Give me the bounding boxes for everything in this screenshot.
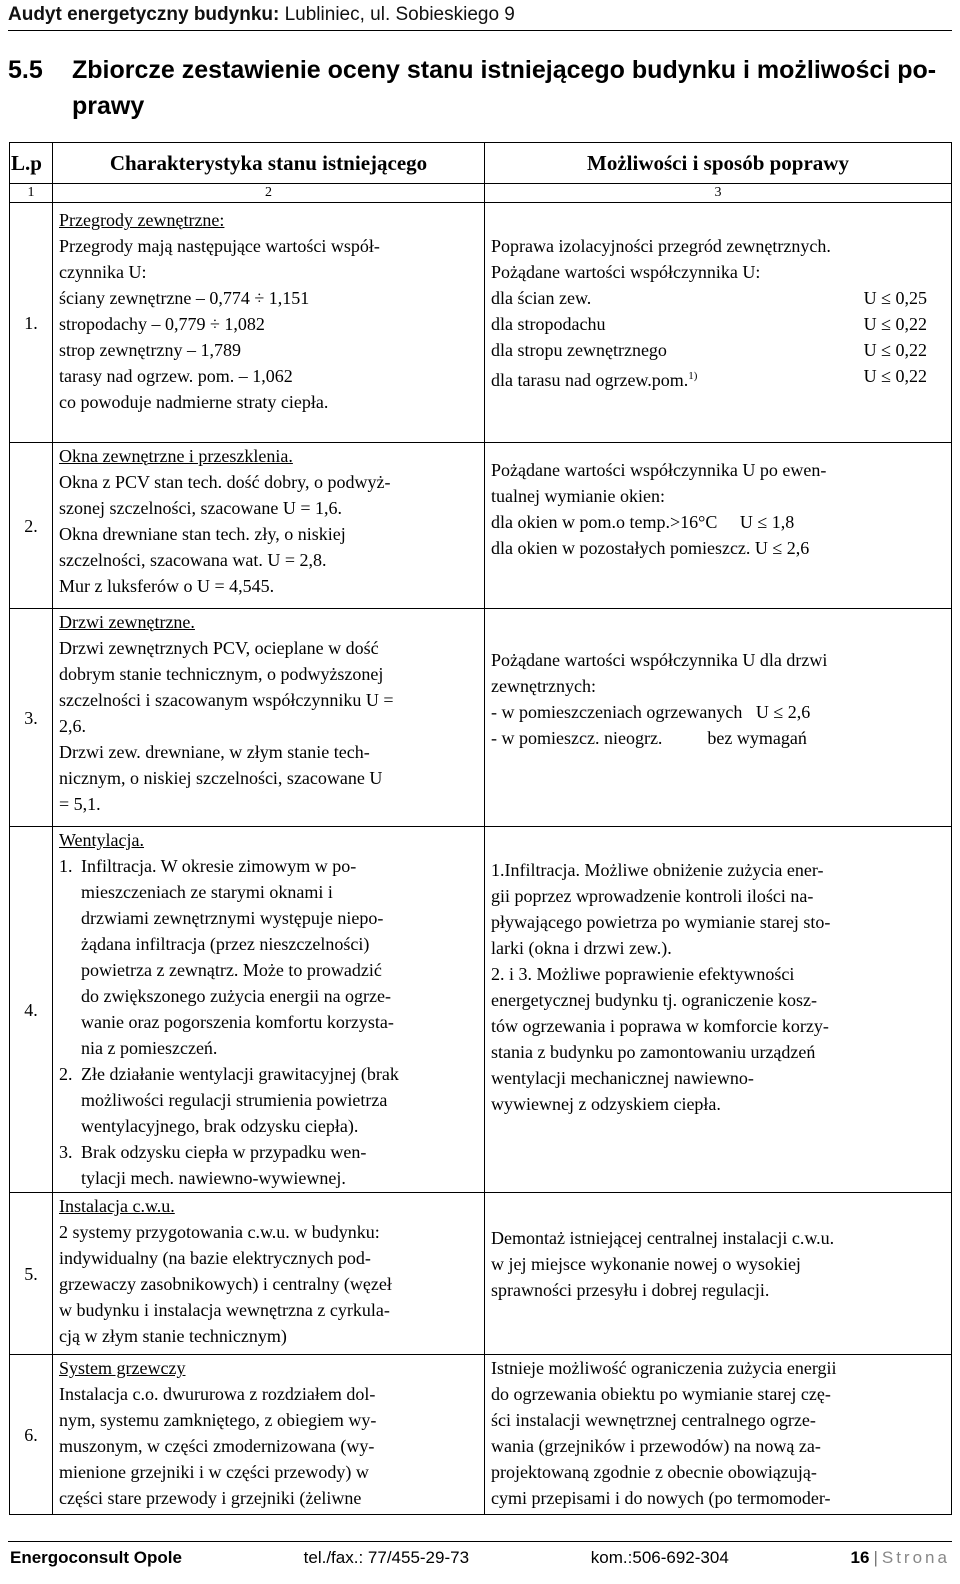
text-line: energetycznej budynku tj. ograniczenie kosz- — [491, 990, 818, 1010]
text-line: szczelności, szacowana wat. U = 2,8. — [59, 550, 327, 570]
current-state-cell — [53, 609, 485, 827]
text-line: nym, systemu zamkniętego, z obiegiem wy- — [59, 1410, 377, 1430]
column-number-1: 1 — [10, 184, 53, 203]
text-line: wania (grzejników i przewodów) na nową za- — [491, 1436, 821, 1456]
row-number: 3. — [10, 609, 53, 827]
text-line: nicznym, o niskiej szczelności, szacowane U — [59, 768, 383, 788]
u-value-row: dla ścian zew. U ≤ 0,25 — [491, 288, 927, 308]
u-value-row: dla stropodachu U ≤ 0,22 — [491, 314, 927, 334]
table-row — [10, 1193, 952, 1355]
footnote-mark: 1) — [688, 370, 698, 382]
text-line: ściany zewnętrzne – 0,774 ÷ 1,151 — [59, 288, 310, 308]
text-line: Poprawa izolacyjności przegród zewnętrznych. — [491, 236, 831, 256]
text-line: tualnej wymianie okien: — [491, 486, 665, 506]
row-number: 1. — [10, 203, 53, 443]
text-line: 1.Infiltracja. Możliwe obniżenie zużycia ener- — [491, 860, 824, 880]
section-title-line2: prawy — [72, 92, 145, 120]
improvement-cell — [485, 1355, 952, 1515]
text-line: Drzwi zewnętrznych PCV, ocieplane w dość — [59, 638, 379, 658]
text-line: Drzwi zew. drewniane, w złym stanie tech- — [59, 742, 370, 762]
improvement-cell — [485, 1193, 952, 1355]
text-line: Demontaż istniejącej centralnej instalacji c.w.u. — [491, 1228, 835, 1248]
column-number-row — [10, 184, 952, 203]
text-line: dla okien w pozostałych pomieszcz. U ≤ 2,6 — [491, 538, 810, 558]
text-line: strop zewnętrzny – 1,789 — [59, 340, 241, 360]
text-line: pływającego powietrza po wymianie starej sto- — [491, 912, 831, 932]
text-line: 2,6. — [59, 716, 86, 736]
text-line: sprawności przesyłu i dobrej regulacji. — [491, 1280, 770, 1300]
improvement-cell — [485, 609, 952, 827]
improvement-cell — [485, 203, 952, 443]
text-line: w jej miejsce wykonanie nowej o wysokiej — [491, 1254, 801, 1274]
section-number: 5.5 — [8, 56, 43, 84]
table-row — [10, 609, 952, 827]
row-number: 4. — [10, 827, 53, 1193]
list-item: 3. Brak odzysku ciepła w przypadku wen- tylacji mech. nawiewno-wywiewnej. — [59, 1142, 367, 1188]
text-line: Pożądane wartości współczynnika U po ewen- — [491, 460, 827, 480]
row-heading: Wentylacja. — [59, 830, 145, 850]
current-state-cell — [53, 1193, 485, 1355]
text-line: w budynku i instalacja wewnętrzna z cyrkula- — [59, 1300, 390, 1320]
table-row — [10, 443, 952, 609]
u-value-row: dla tarasu nad ogrzew.pom.$^{1)}$ U ≤ 0,22 — [491, 366, 927, 390]
text-line: mienione grzejniki i w części przewody) w — [59, 1462, 369, 1482]
section-title-line1: Zbiorcze zestawienie oceny stanu istniejącego budynku i możliwości po- — [72, 56, 937, 84]
text-line: tów ogrzewania i poprawa w komforcie korzy- — [491, 1016, 829, 1036]
row-heading: System grzewczy — [59, 1358, 186, 1378]
footer-phone: tel./fax.: 77/455-29-73 — [303, 1548, 470, 1567]
footer-company: Energoconsult Opole — [10, 1548, 182, 1567]
text-line: - w pomieszczeniach ogrzewanych U ≤ 2,6 — [491, 702, 811, 722]
table-row — [10, 827, 952, 1193]
text-line: indywidualny (na bazie elektrycznych pod- — [59, 1248, 371, 1268]
header-divider — [8, 30, 952, 31]
text-line: = 5,1. — [59, 794, 101, 814]
text-line: wywiewnej z odzyskiem ciepła. — [491, 1094, 721, 1114]
text-line: grzewaczy zasobnikowych) i centralny (węzeł — [59, 1274, 392, 1294]
text-line: Przegrody mają następujące wartości współ- — [59, 236, 380, 256]
text-line: tarasy nad ogrzew. pom. – 1,062 — [59, 366, 293, 386]
row-heading: Okna zewnętrzne i przeszklenia. — [59, 446, 293, 466]
text-line: 2 systemy przygotowania c.w.u. w budynku: — [59, 1222, 380, 1242]
text-line: muszonym, w części zmodernizowana (wy- — [59, 1436, 375, 1456]
text-line: cją w złym stanie technicznym) — [59, 1326, 287, 1346]
text-line: Mur z luksferów o U = 4,545. — [59, 576, 275, 596]
current-state-cell — [53, 443, 485, 609]
text-line: części stare przewody i grzejniki (żeliwne — [59, 1488, 362, 1508]
section-title — [8, 52, 952, 124]
table-row — [10, 203, 952, 443]
document-header — [8, 4, 515, 26]
header-current-state: Charakterystyka stanu istniejącego — [53, 143, 485, 184]
text-line: stropodachy – 0,779 ÷ 1,082 — [59, 314, 265, 334]
text-line: dla okien w pom.o temp.>16°C U ≤ 1,8 — [491, 512, 795, 532]
text-line: do ogrzewania obiektu po wymianie starej czę- — [491, 1384, 831, 1404]
text-line: cymi przepisami i do nowych (po termomoder- — [491, 1488, 831, 1508]
text-line: Okna drewniane stan tech. zły, o niskiej — [59, 524, 346, 544]
row-heading: Przegrody zewnętrzne: — [59, 210, 225, 230]
audit-title: Audyt energetyczny budynku: — [8, 4, 280, 25]
row-heading: Drzwi zewnętrzne. — [59, 612, 195, 632]
text-line: szczelności i szacowanym współczynniku U = — [59, 690, 394, 710]
text-line: Pożądane wartości współczynnika U dla drzwi — [491, 650, 828, 670]
list-item: 1. Infiltracja. W okresie zimowym w po- mieszczeniach ze starymi oknami i drzwiami zewnętrznymi występuje niepo- żądana infiltracja (przez nieszczelności) powietrza z zewnątrz. Może to prowadzić do zwiększonego zużycia energii na ogrze- wanie oraz pogorszenia komfortu korzysta- nia z pomieszczeń. — [59, 856, 394, 1058]
improvement-cell — [485, 443, 952, 609]
row-heading: Instalacja c.w.u. — [59, 1196, 175, 1216]
current-state-cell — [53, 827, 485, 1193]
current-state-cell — [53, 203, 485, 443]
text-line: Okna z PCV stan tech. dość dobry, o podwyż- — [59, 472, 391, 492]
row-number: 5. — [10, 1193, 53, 1355]
header-lp: L.p — [10, 143, 53, 184]
page-footer — [10, 1548, 950, 1568]
text-line: wentylacji mechanicznej nawiewno- — [491, 1068, 754, 1088]
text-line: Instalacja c.o. dwururowa z rozdziałem dol- — [59, 1384, 376, 1404]
text-line: - w pomieszcz. nieogrz. bez wymagań — [491, 728, 807, 748]
header-improvement: Możliwości i sposób poprawy — [485, 143, 952, 184]
text-line: gii poprzez wprowadzenie kontroli ilości na- — [491, 886, 814, 906]
improvement-cell — [485, 827, 952, 1193]
footer-mobile: kom.:506-692-304 — [590, 1548, 729, 1567]
row-number: 6. — [10, 1355, 53, 1515]
list-item: 2. Złe działanie wentylacji grawitacyjnej (brak możliwości regulacji strumienia powietrza wentylacyjnego, brak odzysku ciepła). — [59, 1064, 399, 1136]
footer-divider — [8, 1541, 952, 1542]
table-header-row — [10, 143, 952, 184]
audit-location: Lubliniec, ul. Sobieskiego 9 — [279, 4, 515, 25]
column-number-2: 2 — [53, 184, 485, 203]
page-number: 16 | Strona — [850, 1548, 950, 1567]
text-line: zewnętrznych: — [491, 676, 596, 696]
text-line: czynnika U: — [59, 262, 147, 282]
table-row — [10, 1355, 952, 1515]
text-line: projektowaną zgodnie z obecnie obowiązują- — [491, 1462, 817, 1482]
column-number-3: 3 — [485, 184, 952, 203]
text-line: szonej szczelności, szacowane U = 1,6. — [59, 498, 343, 518]
row-number: 2. — [10, 443, 53, 609]
text-line: Istnieje możliwość ograniczenia zużycia energii — [491, 1358, 837, 1378]
assessment-table — [9, 142, 952, 1515]
text-line: larki (okna i drzwi zew.). — [491, 938, 672, 958]
text-line: dobrym stanie technicznym, o podwyższonej — [59, 664, 384, 684]
current-state-cell — [53, 1355, 485, 1515]
u-value-row: dla stropu zewnętrznego U ≤ 0,22 — [491, 340, 927, 360]
text-line: 2. i 3. Możliwe poprawienie efektywności — [491, 964, 795, 984]
text-line: Pożądane wartości współczynnika U: — [491, 262, 761, 282]
text-line: ści instalacji wewnętrznej centralnego ogrze- — [491, 1410, 816, 1430]
text-line: stania z budynku po zamontowaniu urządzeń — [491, 1042, 816, 1062]
text-line: co powoduje nadmierne straty ciepła. — [59, 392, 329, 412]
